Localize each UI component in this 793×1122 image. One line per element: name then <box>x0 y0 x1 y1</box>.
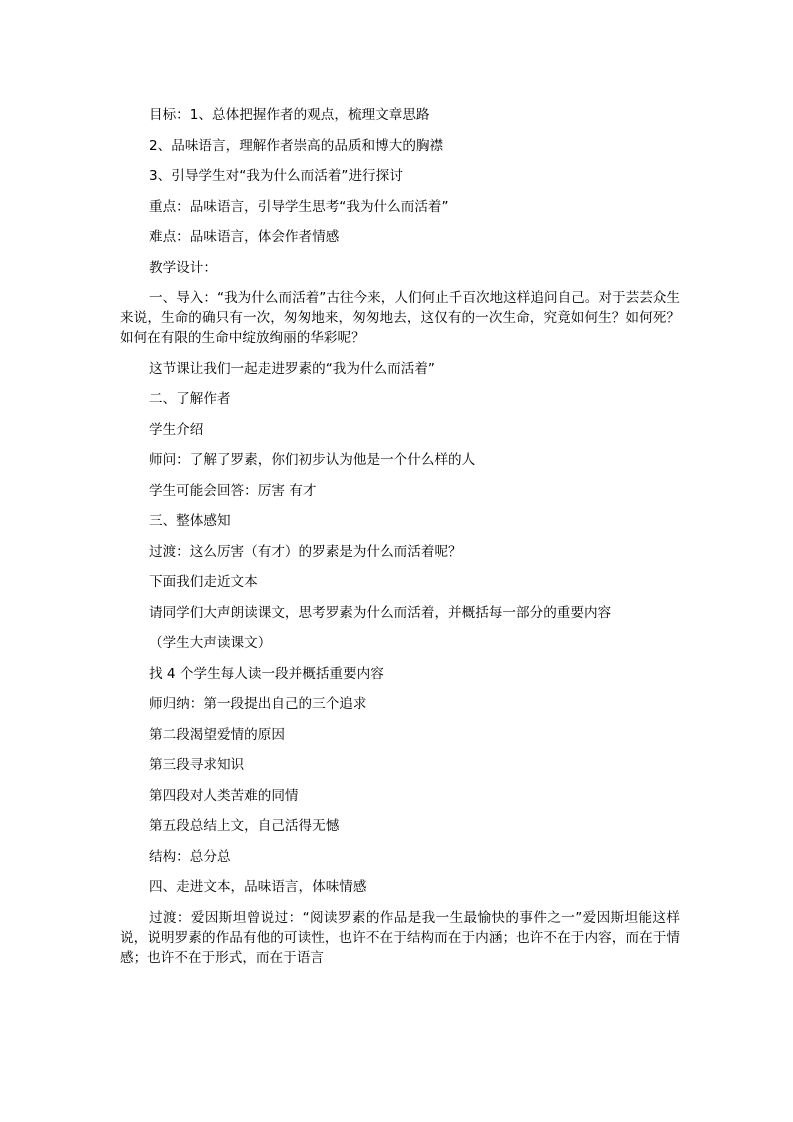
teaching-design-heading: 教学设计： <box>149 259 217 276</box>
summary-paragraph-5: 第五段总结上文，自己活得无憾 <box>149 818 340 834</box>
summary-paragraph-1: 师归纳：第一段提出自己的三个追求 <box>149 696 367 712</box>
objective-1: 目标：1、总体把握作者的观点，梳理文章思路 <box>149 107 430 123</box>
structure-note: 结构：总分总 <box>149 848 231 865</box>
intro-transition: 这节课让我们一起走进罗素的“我为什么而活着” <box>149 360 435 377</box>
summary-paragraph-2: 第二段渴望爱情的原因 <box>149 726 285 743</box>
students-read-note: （学生大声读课文） <box>149 635 272 651</box>
four-students-read: 找 4 个学生每人读一段并概括重要内容 <box>149 665 384 682</box>
section-author-heading: 二、了解作者 <box>149 391 231 407</box>
summary-paragraph-4: 第四段对人类苦难的同情 <box>149 787 299 804</box>
approach-text: 下面我们走近文本 <box>149 574 258 590</box>
teacher-question: 师问：了解了罗素，你们初步认为他是一个什么样的人 <box>149 452 476 468</box>
student-answer: 学生可能会回答：厉害 有才 <box>149 482 317 499</box>
objective-2: 2、品味语言，理解作者崇高的品质和博大的胸襟 <box>149 137 444 154</box>
reading-instruction: 请同学们大声朗读课文，思考罗素为什么而活着，并概括每一部分的重要内容 <box>149 604 612 621</box>
student-introduction: 学生介绍 <box>149 421 204 438</box>
difficult-point: 难点：品味语言，体会作者情感 <box>149 229 340 245</box>
section-intro-paragraph: 一、导入：“我为什么而活着”古往今来，人们何止千百次地这样追问自己。对于芸芸众生来说，生命的确只有一次，匆匆地来，匆匆地去，这仅有的一次生命，究竟如何生？如何死？如何在有限的生命中绽放绚丽的华彩呢？ <box>120 290 680 346</box>
transition-question: 过渡：这么厉害（有才）的罗素是为什么而活着呢？ <box>149 543 462 560</box>
section-text-heading: 四、走进文本，品味语言，体味情感 <box>149 879 367 895</box>
document-body <box>120 105 680 968</box>
section-overall-heading: 三、整体感知 <box>149 513 231 529</box>
summary-paragraph-3: 第三段寻求知识 <box>149 757 245 773</box>
objective-3: 3、引导学生对“我为什么而活着”进行探讨 <box>149 168 403 184</box>
key-point: 重点：品味语言，引导学生思考“我为什么而活着” <box>149 198 449 215</box>
einstein-transition: 过渡：爱因斯坦曾说过：“阅读罗素的作品是我一生最愉快的事件之一”爱因斯坦能这样说，说明罗素的作品有他的可读性，也许不在于结构而在于内涵；也许不在于内容，而在于情感；也许不在于形式，而在于语言 <box>120 909 680 966</box>
